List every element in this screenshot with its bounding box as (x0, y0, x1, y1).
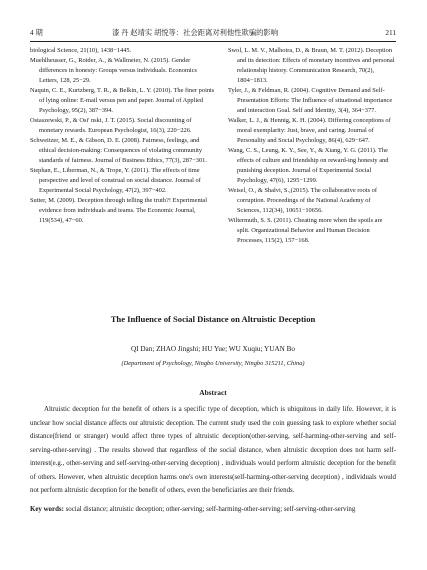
reference-item: Walker, L. J., & Hennig, K. H. (2004). Differing conceptions of moral exemplarity: Just, brave, and caring. Journal of Personality and Social Psychology, 86(4), 629−647. (228, 117, 391, 144)
keywords-text: social distance; altruistic deception; other-serving; self-harming-other-serving; self-serving-other-serving (65, 506, 356, 513)
reference-item: Wang, C. S., Leung, K. Y., See, Y., & Xiang, Y. G. (2011). The effects of culture and friendship on reward-ing honesty and punishing deception. Journal of Experimental Social Psychology, 47(6), 1295−1299. (228, 147, 389, 184)
reference-item: Naquin, C. E., Kurtzberg, T. R., & Belkin, L. Y. (2010). The finer points of lying online: E-mail versus pen and paper. Journal of Applied Psychology, 95(2), 387−394. (30, 87, 215, 114)
running-title: 漆 丹 赵靖实 胡悦等：社会距离对利他性欺骗的影响 (112, 28, 279, 37)
reference-list-right (228, 46, 396, 246)
reference-item: Stephan, E., Liberman, N., & Trope, Y. (2011). The effects of time perspective and level of construal on social distance. Journal of Experimental Social Psychology, 47(2), 397−402. (30, 167, 201, 194)
issue-number: 4 期 (30, 28, 43, 37)
reference-item: Sutter, M. (2009). Deception through telling the truth?! Experimental evidence from individuals and teams. The Economic Journal, 119(534), 47−60. (30, 197, 208, 224)
reference-item: Schweitzer, M. E., & Gibson, D. E. (2008). Fairness, feelings, and ethical decision-making: Consequences of violating community standards of fairness. Journal of Business Ethics, 77(3), 287−301. (30, 137, 207, 164)
reference-item: Tyler, J., & Feldman, R. (2004). Cognitive Demand and Self-Presentation Efforts: The Influence of situational importance and interaction Goal. Self and Identity, 3(4), 364−377. (228, 87, 393, 114)
running-header (30, 28, 396, 40)
reference-item: Swol, L. M. V., Malhotra, D., & Braun, M. T. (2012). Deception and its detection: Effects of monetary incentives and personal relationship history. Communication Research, 70(2), 1804−1813. (228, 47, 395, 84)
abstract-text: Altruistic deception for the benefit of others is a specific type of deception, which is ubiquitous in daily life. However, it is unclear how social distance affects our altruistic deception. The current study used the coin guessing task to explore whether social distance(friend or stranger) would affect three types of altruistic deception(other-serving, self-harming-other-serving and self-serving-other-serving) . The results showed that regardless of the social distance, when altruistic deception does not harm self-interest(e.g., other-serving and self-serving-other-serving deception) , individuals would perform altruistic deception for the benefit of others. However, when altruistic deception harms one's own interests(self-harming-other-serving deception) , individuals would not perform altruistic deception for the benefit of others, even the beneficiaries are their friends. (30, 406, 396, 494)
author-list: QI Dan; ZHAO Jingshi; HU Yue; WU Xuqiu; YUAN Bo (130, 345, 296, 353)
abstract-heading: Abstract (199, 388, 227, 397)
reference-item: Weisel, O., & Shalvi, S.,(2015). The collaborative roots of corruption. Proceedings of the National Academy of Sciences, 112(34), 10651−10656. (228, 187, 377, 214)
keywords-label: Key words: (30, 506, 64, 513)
keywords (30, 503, 396, 517)
paper-title: The Influence of Social Distance on Altruistic Deception (110, 314, 316, 324)
reference-item: Muehlheusser, G., Roider, A., & Wallmeier, N. (2015). Gender differences in honesty: Groups versus individuals. Economics Letters, 128, 25−29. (30, 57, 198, 84)
reference-item: biological Science, 21(10), 1438−1445. (30, 47, 132, 54)
page-number: 211 (385, 28, 396, 37)
reference-list-left (30, 46, 216, 226)
header-rule (30, 41, 396, 42)
affiliation: (Department of Psychology, Ningbo University, Ningbo 315211, China) (121, 360, 305, 367)
reference-item: Wiltermuth, S. S. (2011). Cheating more when the spoils are split. Organizational Behavior and Human Decision Processes, 115(2), 157−168. (228, 217, 383, 244)
reference-item: Ostaszewski, P., & Osi' nski, J. T. (2015). Social discounting of monetary rewards. European Psychologist, 16(3), 220−226. (30, 117, 192, 134)
